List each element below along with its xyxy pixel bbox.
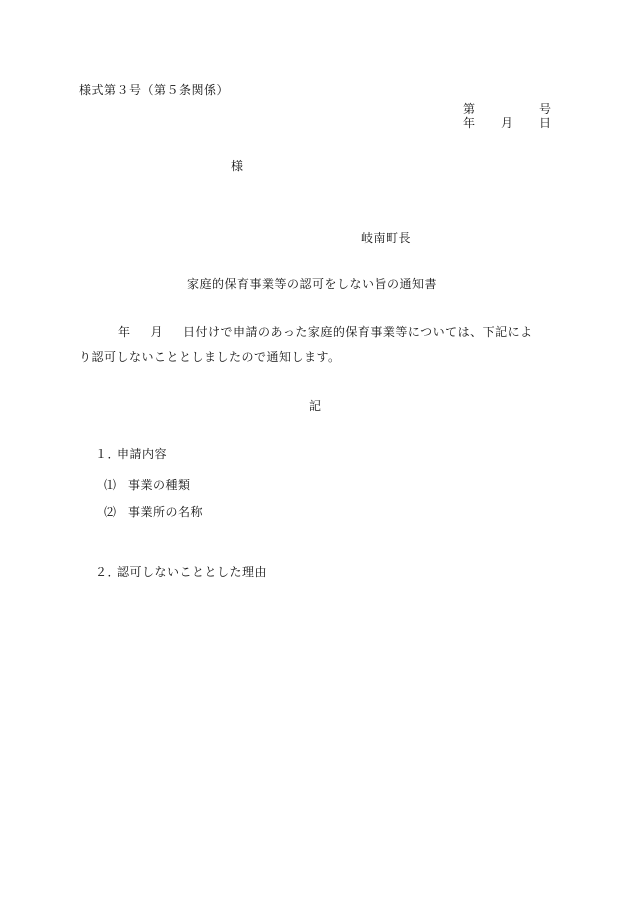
document-number-suffix: 号	[539, 102, 552, 116]
document-number-prefix: 第	[463, 102, 476, 116]
body-year-label: 年	[118, 325, 131, 339]
document-title: 家庭的保育事業等の認可をしない旨の通知書	[187, 277, 438, 291]
list-item	[95, 446, 167, 462]
item-number: １．	[95, 447, 121, 461]
addressee-honorific: 様	[231, 159, 244, 173]
date-month-label: 月	[501, 116, 514, 130]
list-subitem	[104, 504, 203, 520]
item-label: 認可しないこととした理由	[117, 565, 268, 579]
list-item	[95, 564, 267, 580]
body-line-1-text: 日付けで申請のあった家庭的保育事業等については、下記によ	[183, 325, 533, 339]
subitem-number: ⑴	[104, 478, 117, 492]
date-year-label: 年	[463, 116, 476, 130]
body-line-2: り認可しないこととしましたので通知します。	[79, 350, 341, 364]
body-line-1	[118, 324, 533, 340]
form-label: 様式第３号（第５条関係）	[79, 83, 230, 97]
item-label: 申請内容	[117, 447, 168, 461]
subitem-label: 事業の種類	[128, 478, 191, 492]
subitem-number: ⑵	[104, 505, 117, 519]
ki-heading: 記	[309, 399, 322, 413]
date-day-label: 日	[539, 116, 552, 130]
item-number: ２．	[95, 565, 121, 579]
body-month-label: 月	[150, 325, 164, 339]
list-subitem	[104, 477, 191, 493]
subitem-label: 事業所の名称	[128, 505, 204, 519]
issuer-name: 岐南町長	[361, 231, 412, 245]
